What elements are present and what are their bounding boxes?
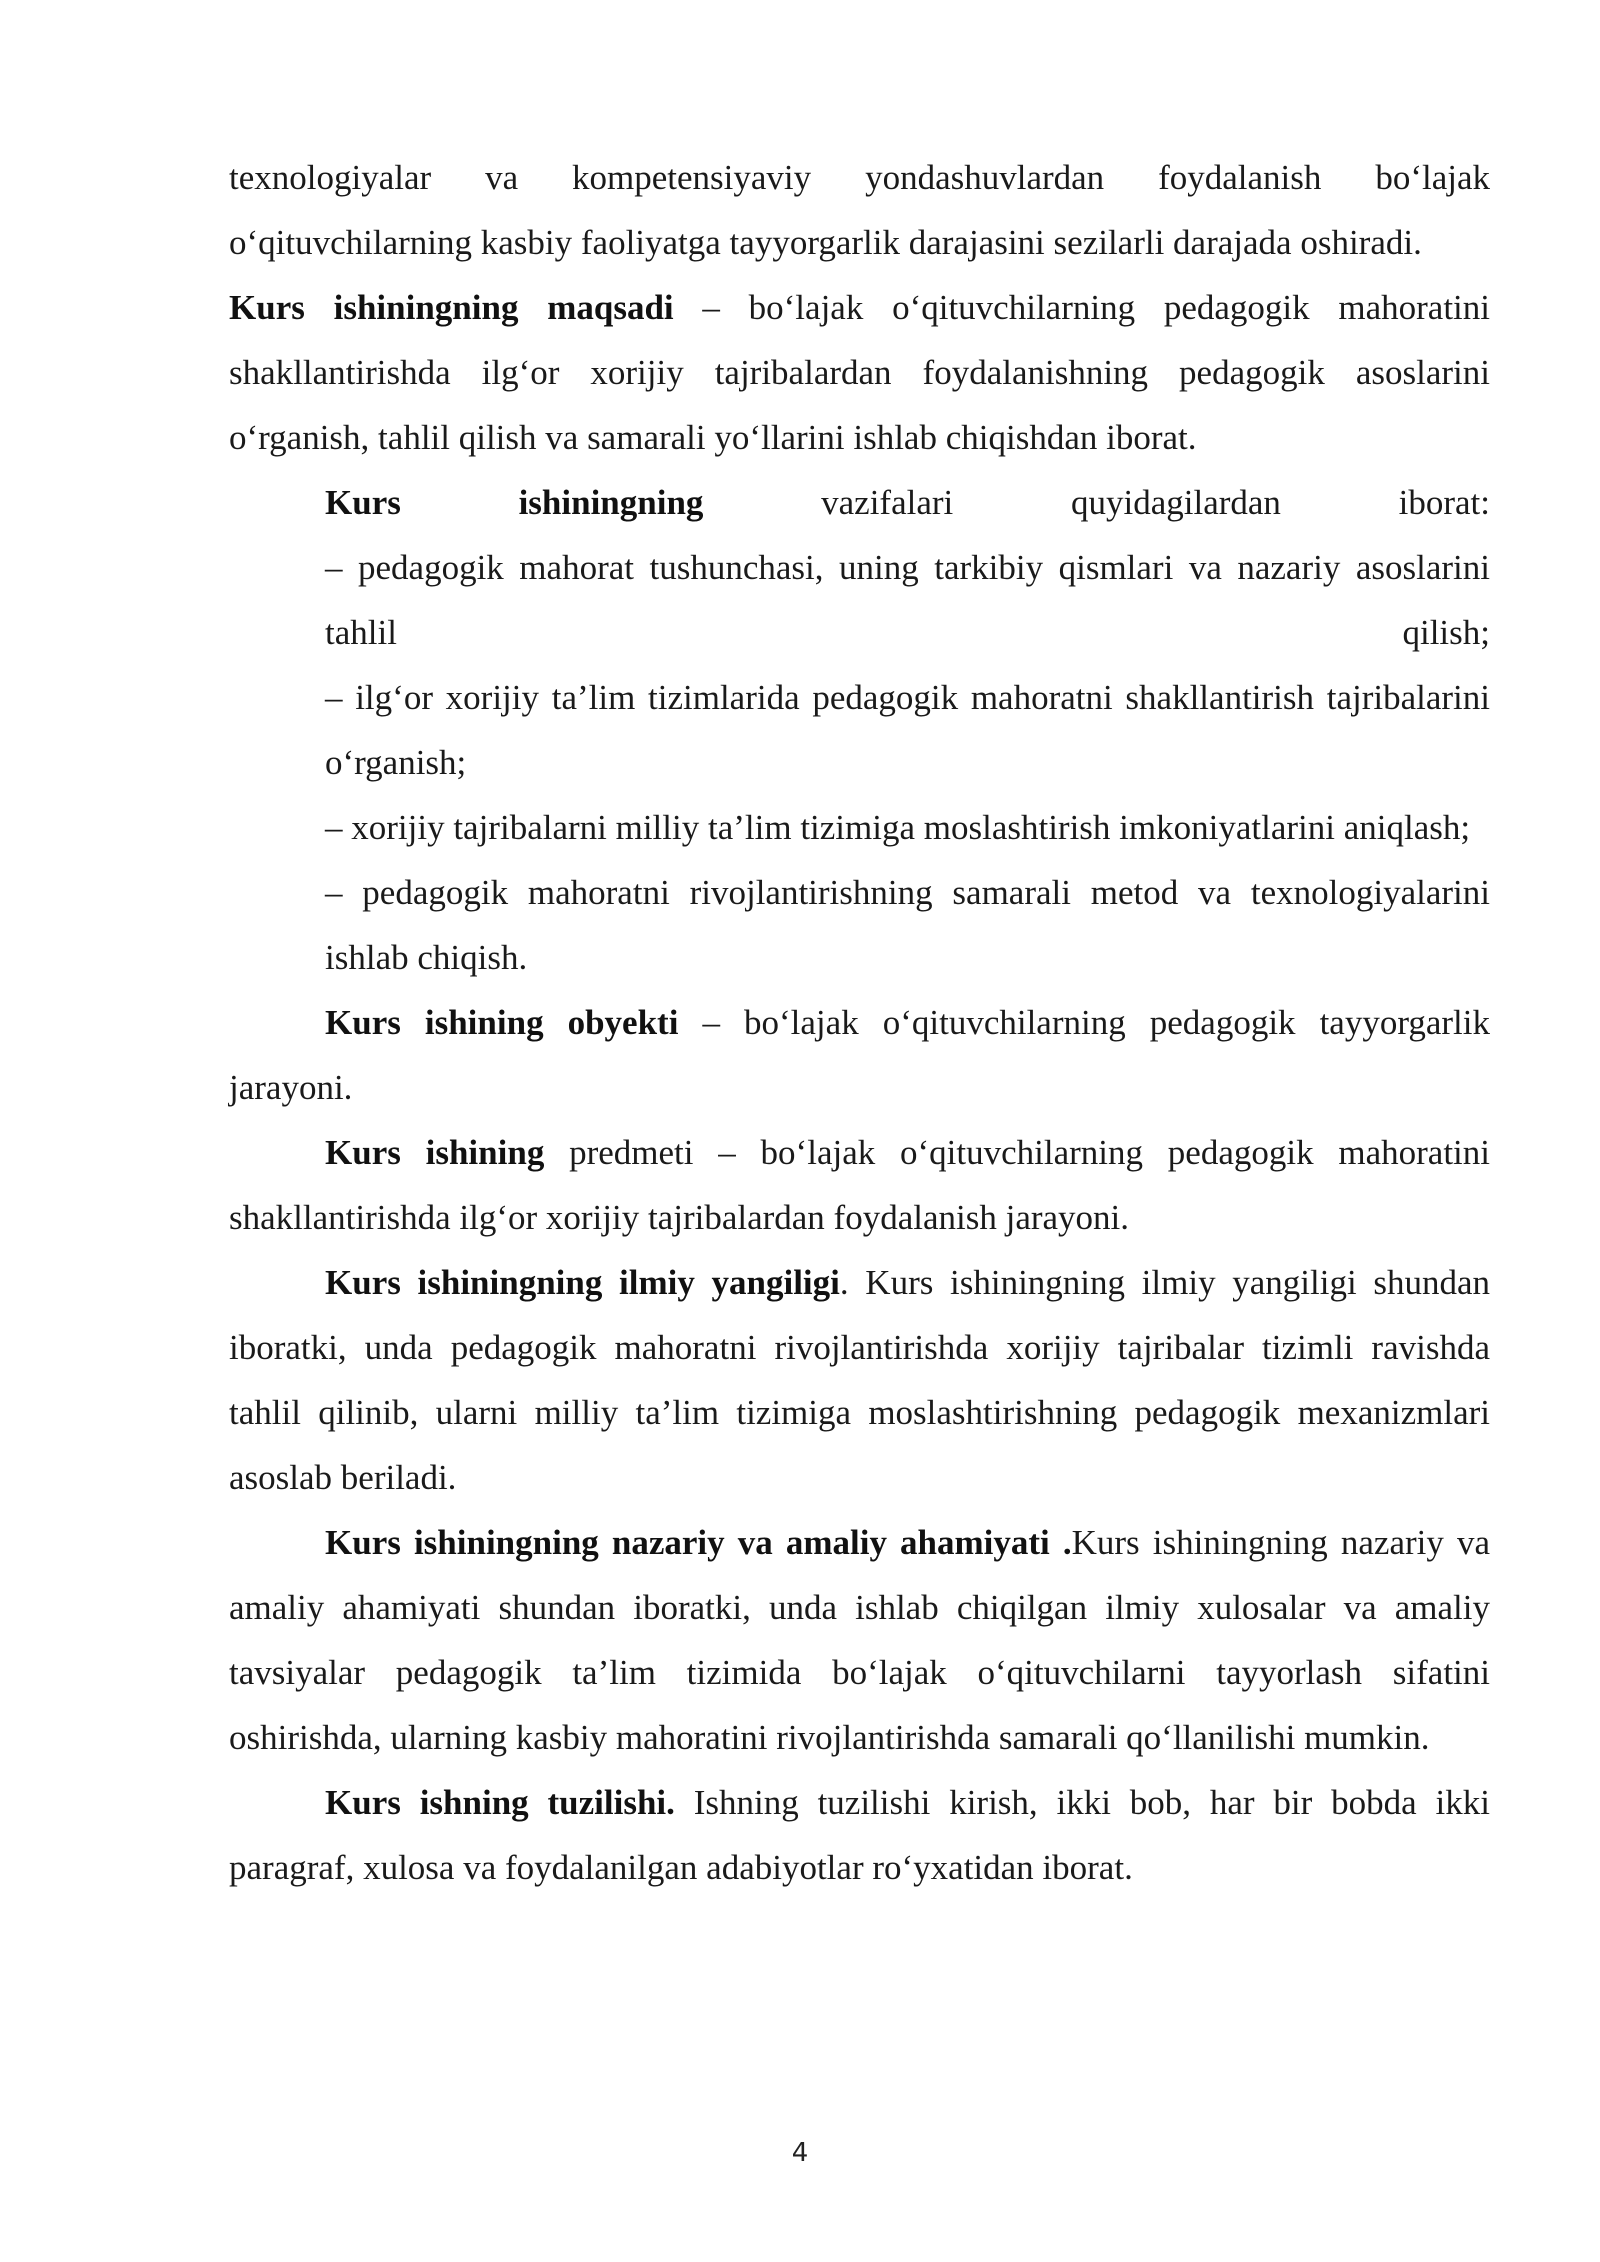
novelty-text: . Kurs ishiningning ilmiy yangiligi shundan iboratki, unda pedagogik mahoratni rivojlantirishda xorijiy tajribalar tizimli ravishda tahlil qilinib, ularni milliy ta’lim tizimiga moslashtirishning pedagogik mexanizmlari asoslab beriladi. — [229, 1263, 1490, 1497]
tasks-heading-line — [325, 470, 1490, 535]
novelty-paragraph — [229, 1250, 1490, 1510]
significance-text: Kurs ishiningning nazariy va amaliy ahamiyati shundan iboratki, unda ishlab chiqilgan ilmiy xulosalar va amaliy tavsiyalar pedagogik ta’lim tizimida bo‘lajak o‘qituvchilarni tayyorlash sifatini oshirishda, ularning kasbiy mahoratini rivojlantirishda samarali qo‘llanilishi mumkin. — [229, 1523, 1490, 1757]
object-heading: Kurs ishining obyekti — [325, 1003, 679, 1042]
goal-heading: Kurs ishiningning maqsadi — [229, 288, 674, 327]
significance-heading: Kurs ishiningning nazariy va amaliy ahamiyati . — [325, 1523, 1072, 1562]
task-item: – pedagogik mahoratni rivojlantirishning samarali metod va texnologiyalarini ishlab chiqish. — [325, 873, 1490, 977]
novelty-heading: Kurs ishiningning ilmiy yangiligi — [325, 1263, 840, 1302]
page-number: 4 — [791, 2138, 809, 2168]
structure-paragraph — [229, 1770, 1490, 1900]
structure-heading: Kurs ishning tuzilishi. — [325, 1783, 675, 1822]
task-item: – pedagogik mahorat tushunchasi, uning tarkibiy qismlari va nazariy asoslarini tahlil qilish; — [325, 548, 1490, 652]
goal-paragraph — [229, 275, 1490, 470]
tasks-block — [229, 470, 1490, 990]
tasks-heading-tail: vazifalari quyidagilardan iborat: — [703, 483, 1490, 522]
goal-text: – bo‘lajak o‘qituvchilarning pedagogik mahoratini shakllantirishda ilg‘or xorijiy tajribalardan foydalanishning pedagogik asoslarini o‘rganish, tahlil qilish va samarali yo‘llarini ishlab chiqishdan iborat. — [229, 288, 1491, 457]
task-item: – xorijiy tajribalarni milliy ta’lim tizimiga moslashtirish imkoniyatlarini aniqlash; — [325, 808, 1471, 847]
page-body — [229, 145, 1490, 1900]
task-item: – ilg‘or xorijiy ta’lim tizimlarida pedagogik mahoratni shakllantirish tajribalarini o‘rganish; — [325, 678, 1490, 782]
object-paragraph — [229, 990, 1490, 1120]
intro-paragraph: texnologiyalar va kompetensiyaviy yondashuvlardan foydalanish bo‘lajak o‘qituvchilarning kasbiy faoliyatga tayyorgarlik darajasini sezilarli darajada oshiradi. — [229, 158, 1490, 262]
tasks-heading: Kurs ishiningning — [325, 483, 704, 522]
object-text: – bo‘lajak o‘qituvchilarning pedagogik tayyorgarlik jarayoni. — [229, 1003, 1490, 1107]
subject-text: predmeti – bo‘lajak o‘qituvchilarning pedagogik mahoratini shakllantirishda ilg‘or xorijiy tajribalardan foydalanish jarayoni. — [229, 1133, 1490, 1237]
subject-heading: Kurs ishining — [325, 1133, 545, 1172]
significance-paragraph — [229, 1510, 1490, 1770]
subject-paragraph — [229, 1120, 1490, 1250]
structure-text: Ishning tuzilishi kirish, ikki bob, har bir bobda ikki paragraf, xulosa va foydalanilgan adabiyotlar ro‘yxatidan iborat. — [229, 1783, 1490, 1887]
